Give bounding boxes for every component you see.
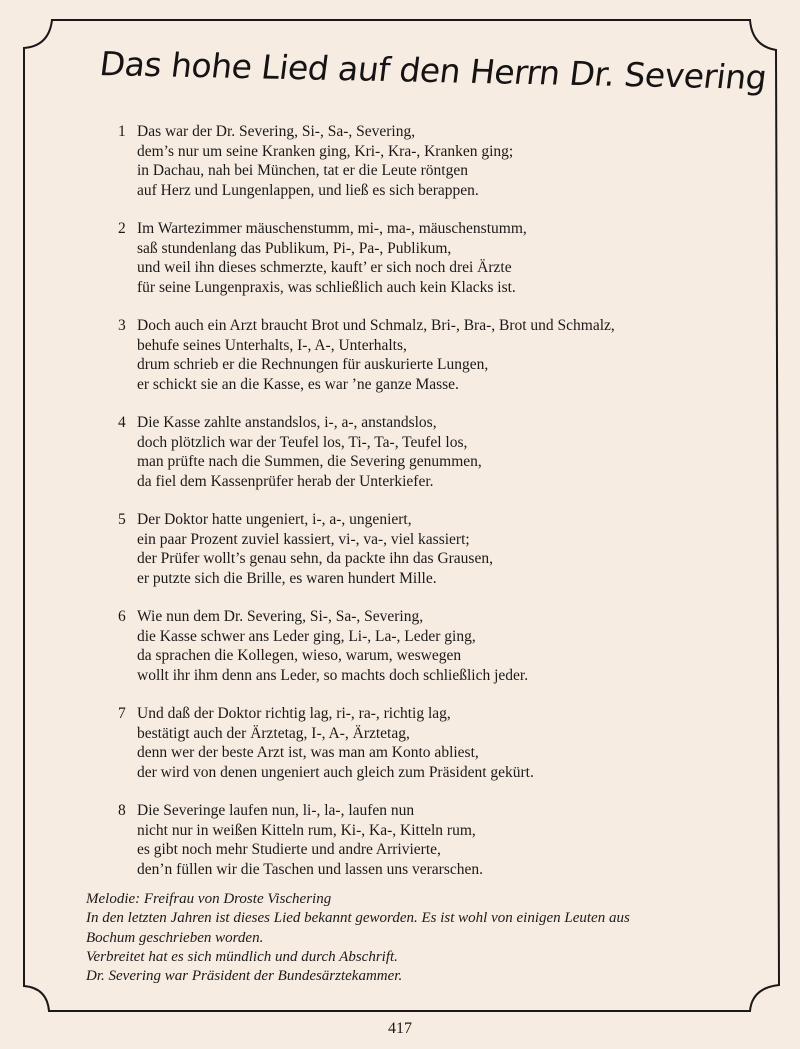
verse-line: Doch auch ein Arzt braucht Brot und Schmalz, Bri-, Bra-, Brot und Schmalz, xyxy=(137,317,615,334)
verse-line: er putzte sich die Brille, es waren hundert Mille. xyxy=(137,569,437,587)
verse-line: dem’s nur um seine Kranken ging, Kri-, Kra-, Kranken ging; xyxy=(137,142,514,160)
song-title: Das hohe Lied auf den Herrn Dr. Severing xyxy=(97,44,769,97)
verse-line: Wie nun dem Dr. Severing, Si-, Sa-, Severing, xyxy=(137,608,424,625)
verse xyxy=(118,510,738,607)
note-line: Melodie: Freifrau von Droste Vischering xyxy=(86,891,332,907)
verse-line: behufe seines Unterhalts, I-, A-, Unterhalts, xyxy=(137,336,407,354)
verse-number: 7 xyxy=(118,705,126,722)
verse-line: man prüfte nach die Summen, die Severing genummen, xyxy=(137,453,482,470)
verse-line: Das war der Dr. Severing, Si-, Sa-, Severing, xyxy=(137,123,416,140)
verse xyxy=(118,413,738,510)
verse-line: denn wer der beste Arzt ist, was man am Konto abliest, xyxy=(137,744,479,761)
note-line: Verbreitet hat es sich mündlich und durch Abschrift. xyxy=(86,948,398,965)
verse-line: es gibt noch mehr Studierte und andre Arrivierte, xyxy=(137,841,441,858)
verse-line: da sprachen die Kollegen, wieso, warum, weswegen xyxy=(137,647,462,664)
page-number: 417 xyxy=(388,1020,412,1037)
verse xyxy=(118,607,738,704)
verse-line: nicht nur in weißen Kitteln rum, Ki-, Ka-, Kitteln rum, xyxy=(137,821,476,839)
verse-number: 6 xyxy=(118,608,126,625)
verse-line: die Kasse schwer ans Leder ging, Li-, La-, Leder ging, xyxy=(137,627,476,645)
verse-line: ein paar Prozent zuviel kassiert, vi-, va-, viel kassiert; xyxy=(137,530,470,548)
verse-line: drum schrieb er die Rechnungen für auskurierte Lungen, xyxy=(137,356,489,373)
verse-line: wollt ihr ihm denn ans Leder, so machts doch schließlich jeder. xyxy=(137,666,529,684)
verse-number: 2 xyxy=(118,220,126,237)
verse-line: Im Wartezimmer mäuschenstumm, mi-, ma-, mäuschenstumm, xyxy=(137,220,527,237)
verse-line: der wird von denen ungeniert auch gleich zum Präsident gekürt. xyxy=(137,763,534,781)
verse-number: 4 xyxy=(118,414,126,431)
song-notes xyxy=(86,890,746,986)
verse xyxy=(118,219,738,316)
verse-line: bestätigt auch der Ärztetag, I-, A-, Ärztetag, xyxy=(137,724,410,742)
verse-line: und weil ihn dieses schmerzte, kauft’ er sich noch drei Ärzte xyxy=(137,259,512,276)
verse-number: 1 xyxy=(118,123,126,140)
verse-line: da fiel dem Kassenprüfer herab der Unterkiefer. xyxy=(137,472,434,490)
verse-line: Und daß der Doktor richtig lag, ri-, ra-, richtig lag, xyxy=(137,705,451,722)
note-line: Bochum geschrieben worden. xyxy=(86,929,264,946)
verse-line: für seine Lungenpraxis, was schließlich auch kein Klacks ist. xyxy=(137,278,516,296)
verse xyxy=(118,316,738,413)
verse-line: den’n füllen wir die Taschen und lassen uns verarschen. xyxy=(137,860,483,878)
verse-number: 8 xyxy=(118,802,126,819)
note-line: In den letzten Jahren ist dieses Lied bekannt geworden. Es ist wohl von einigen Leuten aus xyxy=(86,910,630,927)
verse-line: Die Kasse zahlte anstandslos, i-, a-, anstandslos, xyxy=(137,414,437,431)
verse xyxy=(118,122,738,219)
verse-line: er schickt sie an die Kasse, es war ’ne ganze Masse. xyxy=(137,375,459,393)
verse-line: in Dachau, nah bei München, tat er die Leute röntgen xyxy=(137,162,468,179)
verse xyxy=(118,704,738,801)
verse-line: saß stundenlang das Publikum, Pi-, Pa-, Publikum, xyxy=(137,239,452,257)
verse-line: Der Doktor hatte ungeniert, i-, a-, ungeniert, xyxy=(137,511,412,528)
verse-number: 5 xyxy=(118,511,126,528)
verse-line: Die Severinge laufen nun, li-, la-, laufen nun xyxy=(137,802,415,819)
note-line: Dr. Severing war Präsident der Bundesärztekammer. xyxy=(86,968,403,985)
verse-number: 3 xyxy=(118,317,126,334)
verse xyxy=(118,801,738,898)
verse-list xyxy=(118,122,738,898)
verse-line: doch plötzlich war der Teufel los, Ti-, Ta-, Teufel los, xyxy=(137,433,468,451)
verse-line: der Prüfer wollt’s genau sehn, da packte ihn das Grausen, xyxy=(137,550,493,567)
verse-line: auf Herz und Lungenlappen, und ließ es sich berappen. xyxy=(137,181,479,199)
